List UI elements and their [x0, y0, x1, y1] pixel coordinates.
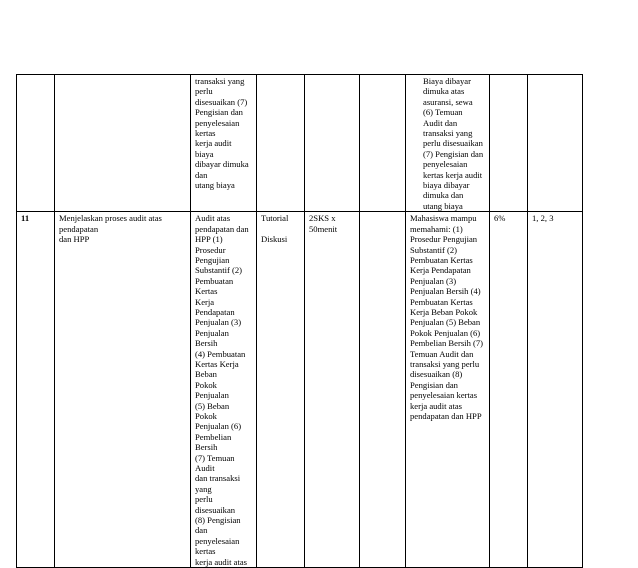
method-cell: Tutorial Diskusi [257, 212, 305, 568]
syllabus-table [16, 74, 583, 568]
empty-cell [360, 212, 406, 568]
time-cell: 2SKS x 50menit [305, 212, 360, 568]
outcome-cell: Biaya dibayar dimuka atas asuransi, sewa (6) Temuan Audit dan transaksi yang perlu disesuaikan (7) Pengisian dan penyelesaian kertas kerja audit biaya dibayar dimuka dan utang biaya [406, 75, 490, 212]
table-row [17, 75, 583, 212]
empty-cell [360, 75, 406, 212]
reference-cell [528, 75, 583, 212]
table-row [17, 212, 583, 568]
objective-cell [55, 75, 191, 212]
method-cell [257, 75, 305, 212]
weight-cell [490, 75, 528, 212]
reference-cell: 1, 2, 3 [528, 212, 583, 568]
activity-cell: Audit atas pendapatan dan HPP (1) Prosedur Pengujian Substantif (2) Pembuatan Kertas Kerja Pendapatan Penjualan (3) Penjualan Bersih (4) Pembuatan Kertas Kerja Beban Pokok Penjualan (5) Beban Pokok Penjualan (6) Pembelian Bersih (7) Temuan Audit dan transaksi yang perlu disesuaikan (8) Pengisian dan penyelesaian kertas kerja audit atas [191, 212, 257, 568]
number-cell [17, 75, 55, 212]
outcome-cell: Mahasiswa mampu memahami: (1) Prosedur Pengujian Substantif (2) Pembuatan Kertas Kerja Pendapatan Penjualan (3) Penjualan Bersih (4) Pembuatan Kertas Kerja Beban Pokok Penjualan (5) Beban Pokok Penjualan (6) Pembelian Bersih (7) Temuan Audit dan transaksi yang perlu disesuaikan (8) Pengisian dan penyelesaian kertas kerja audit atas pendapatan dan HPP [406, 212, 490, 568]
weight-cell: 6% [490, 212, 528, 568]
activity-cell: transaksi yang perlu disesuaikan (7) Pengisian dan penyelesaian kertas kerja audit biaya dibayar dimuka dan utang biaya [191, 75, 257, 212]
number-cell: 11 [17, 212, 55, 568]
time-cell [305, 75, 360, 212]
objective-cell: Menjelaskan proses audit atas pendapatan dan HPP [55, 212, 191, 568]
